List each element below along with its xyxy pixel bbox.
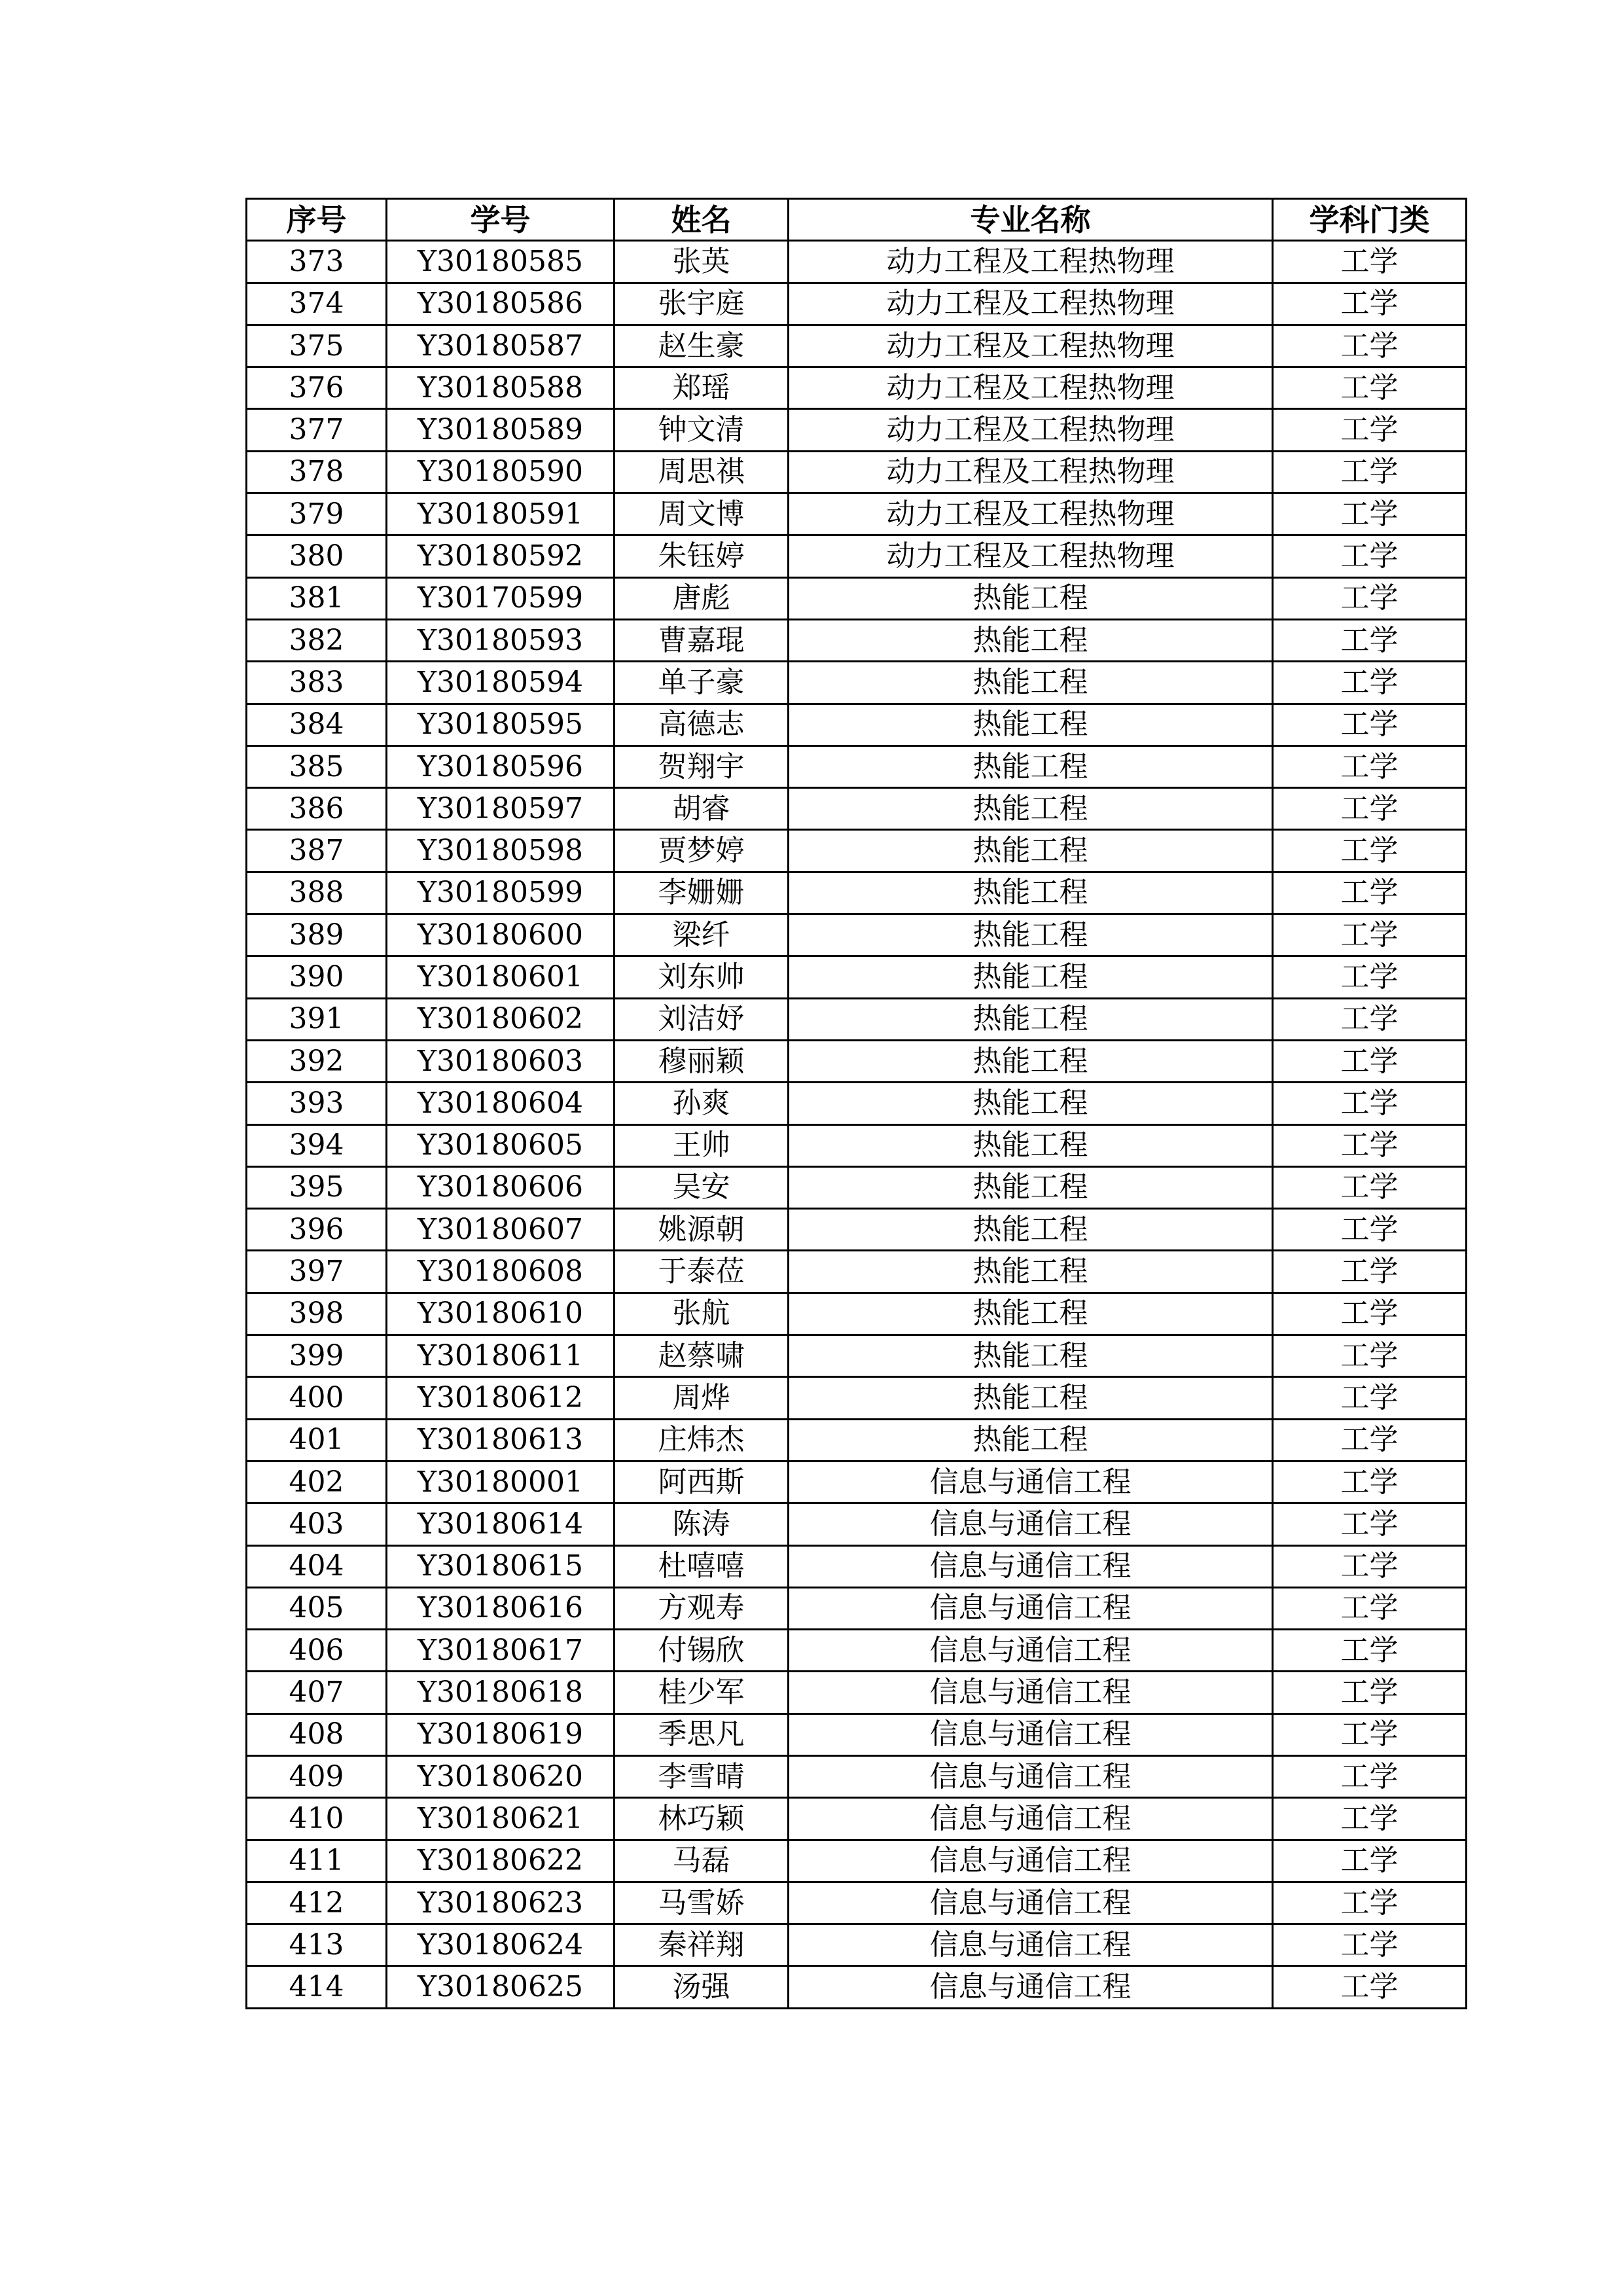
cell-name: 马磊 — [615, 1840, 789, 1882]
cell-major: 热能工程 — [789, 1124, 1273, 1166]
cell-discipline: 工学 — [1273, 535, 1467, 577]
cell-name: 赵蔡啸 — [615, 1335, 789, 1377]
cell-major: 信息与通信工程 — [789, 1840, 1273, 1882]
cell-major: 热能工程 — [789, 872, 1273, 914]
cell-major: 动力工程及工程热物理 — [789, 451, 1273, 493]
header-discipline: 学科门类 — [1273, 199, 1467, 241]
table-row — [247, 1503, 1467, 1545]
cell-student-id: Y30180595 — [387, 704, 615, 745]
cell-discipline: 工学 — [1273, 704, 1467, 745]
cell-discipline: 工学 — [1273, 1461, 1467, 1503]
cell-serial-number: 375 — [247, 325, 387, 367]
table-row — [247, 241, 1467, 283]
cell-student-id: Y30180588 — [387, 367, 615, 409]
cell-student-id: Y30170599 — [387, 577, 615, 619]
cell-discipline: 工学 — [1273, 1966, 1467, 2008]
table-row — [247, 1840, 1467, 1882]
header-serial-number: 序号 — [247, 199, 387, 241]
cell-student-id: Y30180601 — [387, 956, 615, 998]
cell-serial-number: 400 — [247, 1377, 387, 1419]
cell-serial-number: 399 — [247, 1335, 387, 1377]
cell-discipline: 工学 — [1273, 1713, 1467, 1755]
cell-discipline: 工学 — [1273, 493, 1467, 535]
cell-discipline: 工学 — [1273, 745, 1467, 787]
cell-major: 热能工程 — [789, 1335, 1273, 1377]
cell-student-id: Y30180585 — [387, 241, 615, 283]
table-header-row — [247, 199, 1467, 241]
table-row — [247, 914, 1467, 956]
cell-student-id: Y30180589 — [387, 409, 615, 451]
cell-student-id: Y30180622 — [387, 1840, 615, 1882]
cell-name: 杜嘻嘻 — [615, 1545, 789, 1587]
cell-serial-number: 407 — [247, 1672, 387, 1713]
cell-major: 热能工程 — [789, 704, 1273, 745]
cell-major: 信息与通信工程 — [789, 1461, 1273, 1503]
table-row — [247, 1798, 1467, 1840]
header-student-id: 学号 — [387, 199, 615, 241]
cell-discipline: 工学 — [1273, 1587, 1467, 1629]
cell-major: 热能工程 — [789, 1209, 1273, 1251]
cell-name: 阿西斯 — [615, 1461, 789, 1503]
cell-name: 林巧颖 — [615, 1798, 789, 1840]
cell-student-id: Y30180611 — [387, 1335, 615, 1377]
cell-serial-number: 406 — [247, 1630, 387, 1672]
cell-discipline: 工学 — [1273, 1672, 1467, 1713]
cell-name: 曹嘉琨 — [615, 619, 789, 661]
cell-student-id: Y30180602 — [387, 998, 615, 1040]
cell-student-id: Y30180618 — [387, 1672, 615, 1713]
cell-major: 信息与通信工程 — [789, 1798, 1273, 1840]
table-row — [247, 619, 1467, 661]
cell-discipline: 工学 — [1273, 1377, 1467, 1419]
cell-name: 陈涛 — [615, 1503, 789, 1545]
cell-student-id: Y30180605 — [387, 1124, 615, 1166]
cell-student-id: Y30180600 — [387, 914, 615, 956]
table-body — [247, 241, 1467, 2008]
cell-serial-number: 394 — [247, 1124, 387, 1166]
table-row — [247, 1713, 1467, 1755]
cell-major: 热能工程 — [789, 1040, 1273, 1082]
cell-name: 马雪娇 — [615, 1882, 789, 1924]
table-row — [247, 1966, 1467, 2008]
cell-major: 信息与通信工程 — [789, 1713, 1273, 1755]
cell-discipline: 工学 — [1273, 1209, 1467, 1251]
cell-discipline: 工学 — [1273, 409, 1467, 451]
cell-name: 刘东帅 — [615, 956, 789, 998]
cell-serial-number: 414 — [247, 1966, 387, 2008]
table-row — [247, 1209, 1467, 1251]
cell-serial-number: 392 — [247, 1040, 387, 1082]
cell-serial-number: 388 — [247, 872, 387, 914]
cell-discipline: 工学 — [1273, 451, 1467, 493]
cell-name: 季思凡 — [615, 1713, 789, 1755]
table-row — [247, 1882, 1467, 1924]
cell-serial-number: 411 — [247, 1840, 387, 1882]
table-row — [247, 1924, 1467, 1966]
cell-name: 孙爽 — [615, 1083, 789, 1124]
cell-major: 热能工程 — [789, 956, 1273, 998]
cell-discipline: 工学 — [1273, 1755, 1467, 1797]
cell-discipline: 工学 — [1273, 1251, 1467, 1293]
cell-student-id: Y30180592 — [387, 535, 615, 577]
table-row — [247, 367, 1467, 409]
cell-name: 张宇庭 — [615, 283, 789, 325]
cell-student-id: Y30180615 — [387, 1545, 615, 1587]
cell-major: 动力工程及工程热物理 — [789, 535, 1273, 577]
table-row — [247, 283, 1467, 325]
cell-student-id: Y30180617 — [387, 1630, 615, 1672]
cell-name: 单子豪 — [615, 662, 789, 704]
table-row — [247, 325, 1467, 367]
cell-name: 钟文清 — [615, 409, 789, 451]
cell-name: 付锡欣 — [615, 1630, 789, 1672]
cell-major: 动力工程及工程热物理 — [789, 241, 1273, 283]
cell-major: 热能工程 — [789, 1419, 1273, 1461]
cell-serial-number: 405 — [247, 1587, 387, 1629]
cell-major: 热能工程 — [789, 998, 1273, 1040]
cell-name: 胡睿 — [615, 788, 789, 830]
cell-major: 热能工程 — [789, 577, 1273, 619]
cell-discipline: 工学 — [1273, 1798, 1467, 1840]
cell-discipline: 工学 — [1273, 1083, 1467, 1124]
cell-major: 热能工程 — [789, 1083, 1273, 1124]
cell-major: 信息与通信工程 — [789, 1630, 1273, 1672]
cell-serial-number: 384 — [247, 704, 387, 745]
cell-serial-number: 381 — [247, 577, 387, 619]
cell-discipline: 工学 — [1273, 1503, 1467, 1545]
cell-serial-number: 391 — [247, 998, 387, 1040]
cell-name: 张航 — [615, 1293, 789, 1335]
cell-serial-number: 395 — [247, 1166, 387, 1208]
cell-name: 周思祺 — [615, 451, 789, 493]
cell-major: 信息与通信工程 — [789, 1503, 1273, 1545]
cell-major: 热能工程 — [789, 619, 1273, 661]
cell-serial-number: 401 — [247, 1419, 387, 1461]
cell-serial-number: 386 — [247, 788, 387, 830]
cell-discipline: 工学 — [1273, 1419, 1467, 1461]
cell-major: 信息与通信工程 — [789, 1587, 1273, 1629]
table-row — [247, 1587, 1467, 1629]
table-row — [247, 577, 1467, 619]
header-major: 专业名称 — [789, 199, 1273, 241]
cell-student-id: Y30180624 — [387, 1924, 615, 1966]
cell-major: 热能工程 — [789, 1166, 1273, 1208]
cell-serial-number: 382 — [247, 619, 387, 661]
table-row — [247, 745, 1467, 787]
cell-serial-number: 383 — [247, 662, 387, 704]
table-row — [247, 1166, 1467, 1208]
cell-major: 热能工程 — [789, 662, 1273, 704]
table-row — [247, 451, 1467, 493]
cell-discipline: 工学 — [1273, 619, 1467, 661]
cell-name: 秦祥翔 — [615, 1924, 789, 1966]
cell-serial-number: 376 — [247, 367, 387, 409]
cell-serial-number: 397 — [247, 1251, 387, 1293]
cell-name: 李姗姗 — [615, 872, 789, 914]
table-row — [247, 1335, 1467, 1377]
cell-discipline: 工学 — [1273, 830, 1467, 872]
cell-student-id: Y30180614 — [387, 1503, 615, 1545]
cell-serial-number: 408 — [247, 1713, 387, 1755]
cell-discipline: 工学 — [1273, 872, 1467, 914]
cell-major: 动力工程及工程热物理 — [789, 283, 1273, 325]
table-row — [247, 409, 1467, 451]
cell-discipline: 工学 — [1273, 1293, 1467, 1335]
cell-student-id: Y30180586 — [387, 283, 615, 325]
cell-discipline: 工学 — [1273, 1545, 1467, 1587]
cell-serial-number: 396 — [247, 1209, 387, 1251]
cell-major: 热能工程 — [789, 745, 1273, 787]
cell-discipline: 工学 — [1273, 1040, 1467, 1082]
cell-serial-number: 404 — [247, 1545, 387, 1587]
cell-student-id: Y30180621 — [387, 1798, 615, 1840]
cell-student-id: Y30180604 — [387, 1083, 615, 1124]
cell-serial-number: 379 — [247, 493, 387, 535]
table-row — [247, 956, 1467, 998]
cell-name: 唐彪 — [615, 577, 789, 619]
table-row — [247, 1293, 1467, 1335]
cell-student-id: Y30180590 — [387, 451, 615, 493]
cell-name: 朱钰婷 — [615, 535, 789, 577]
cell-major: 信息与通信工程 — [789, 1882, 1273, 1924]
table-row — [247, 872, 1467, 914]
cell-name: 王帅 — [615, 1124, 789, 1166]
table-row — [247, 1545, 1467, 1587]
cell-student-id: Y30180608 — [387, 1251, 615, 1293]
cell-serial-number: 412 — [247, 1882, 387, 1924]
cell-name: 方观寿 — [615, 1587, 789, 1629]
cell-student-id: Y30180603 — [387, 1040, 615, 1082]
table-row — [247, 704, 1467, 745]
cell-student-id: Y30180623 — [387, 1882, 615, 1924]
cell-student-id: Y30180591 — [387, 493, 615, 535]
table-row — [247, 1377, 1467, 1419]
cell-name: 高德志 — [615, 704, 789, 745]
cell-name: 穆丽颖 — [615, 1040, 789, 1082]
table-row — [247, 998, 1467, 1040]
cell-name: 桂少军 — [615, 1672, 789, 1713]
table-row — [247, 1755, 1467, 1797]
cell-discipline: 工学 — [1273, 1124, 1467, 1166]
cell-major: 信息与通信工程 — [789, 1755, 1273, 1797]
cell-student-id: Y30180599 — [387, 872, 615, 914]
cell-discipline: 工学 — [1273, 1840, 1467, 1882]
table-row — [247, 493, 1467, 535]
cell-discipline: 工学 — [1273, 662, 1467, 704]
cell-serial-number: 380 — [247, 535, 387, 577]
cell-student-id: Y30180620 — [387, 1755, 615, 1797]
cell-name: 庄炜杰 — [615, 1419, 789, 1461]
cell-major: 热能工程 — [789, 1293, 1273, 1335]
cell-name: 梁纤 — [615, 914, 789, 956]
cell-discipline: 工学 — [1273, 788, 1467, 830]
student-roster-table — [245, 198, 1467, 2009]
table-row — [247, 1419, 1467, 1461]
table-row — [247, 1124, 1467, 1166]
cell-student-id: Y30180607 — [387, 1209, 615, 1251]
cell-discipline: 工学 — [1273, 283, 1467, 325]
cell-serial-number: 410 — [247, 1798, 387, 1840]
cell-major: 动力工程及工程热物理 — [789, 409, 1273, 451]
cell-name: 贺翔宇 — [615, 745, 789, 787]
cell-discipline: 工学 — [1273, 1882, 1467, 1924]
cell-discipline: 工学 — [1273, 1166, 1467, 1208]
cell-student-id: Y30180616 — [387, 1587, 615, 1629]
cell-name: 贾梦婷 — [615, 830, 789, 872]
cell-discipline: 工学 — [1273, 325, 1467, 367]
cell-serial-number: 413 — [247, 1924, 387, 1966]
cell-discipline: 工学 — [1273, 998, 1467, 1040]
cell-major: 信息与通信工程 — [789, 1924, 1273, 1966]
cell-student-id: Y30180596 — [387, 745, 615, 787]
cell-serial-number: 403 — [247, 1503, 387, 1545]
cell-name: 周烨 — [615, 1377, 789, 1419]
cell-discipline: 工学 — [1273, 956, 1467, 998]
cell-name: 吴安 — [615, 1166, 789, 1208]
cell-major: 信息与通信工程 — [789, 1966, 1273, 2008]
cell-student-id: Y30180619 — [387, 1713, 615, 1755]
cell-major: 热能工程 — [789, 1251, 1273, 1293]
cell-major: 热能工程 — [789, 914, 1273, 956]
cell-serial-number: 373 — [247, 241, 387, 283]
cell-discipline: 工学 — [1273, 1335, 1467, 1377]
cell-major: 热能工程 — [789, 1377, 1273, 1419]
cell-name: 刘洁妤 — [615, 998, 789, 1040]
cell-name: 赵生豪 — [615, 325, 789, 367]
cell-student-id: Y30180001 — [387, 1461, 615, 1503]
cell-name: 周文博 — [615, 493, 789, 535]
cell-serial-number: 377 — [247, 409, 387, 451]
table-row — [247, 1083, 1467, 1124]
table-row — [247, 788, 1467, 830]
cell-serial-number: 385 — [247, 745, 387, 787]
cell-major: 热能工程 — [789, 788, 1273, 830]
cell-student-id: Y30180610 — [387, 1293, 615, 1335]
cell-serial-number: 378 — [247, 451, 387, 493]
cell-serial-number: 409 — [247, 1755, 387, 1797]
cell-discipline: 工学 — [1273, 577, 1467, 619]
cell-major: 动力工程及工程热物理 — [789, 367, 1273, 409]
cell-serial-number: 389 — [247, 914, 387, 956]
cell-student-id: Y30180613 — [387, 1419, 615, 1461]
cell-student-id: Y30180593 — [387, 619, 615, 661]
cell-major: 动力工程及工程热物理 — [789, 493, 1273, 535]
header-name: 姓名 — [615, 199, 789, 241]
table-row — [247, 1251, 1467, 1293]
table-row — [247, 1040, 1467, 1082]
cell-major: 信息与通信工程 — [789, 1545, 1273, 1587]
table-row — [247, 535, 1467, 577]
cell-serial-number: 374 — [247, 283, 387, 325]
table-row — [247, 1672, 1467, 1713]
cell-student-id: Y30180598 — [387, 830, 615, 872]
cell-student-id: Y30180597 — [387, 788, 615, 830]
cell-discipline: 工学 — [1273, 1924, 1467, 1966]
cell-discipline: 工学 — [1273, 1630, 1467, 1672]
cell-name: 李雪晴 — [615, 1755, 789, 1797]
cell-discipline: 工学 — [1273, 914, 1467, 956]
cell-name: 郑瑶 — [615, 367, 789, 409]
cell-major: 动力工程及工程热物理 — [789, 325, 1273, 367]
cell-major: 热能工程 — [789, 830, 1273, 872]
cell-student-id: Y30180606 — [387, 1166, 615, 1208]
table-row — [247, 662, 1467, 704]
cell-student-id: Y30180594 — [387, 662, 615, 704]
cell-name: 汤强 — [615, 1966, 789, 2008]
cell-discipline: 工学 — [1273, 241, 1467, 283]
cell-serial-number: 390 — [247, 956, 387, 998]
table-row — [247, 1630, 1467, 1672]
table-row — [247, 1461, 1467, 1503]
cell-name: 姚源朝 — [615, 1209, 789, 1251]
cell-name: 张英 — [615, 241, 789, 283]
cell-serial-number: 398 — [247, 1293, 387, 1335]
cell-serial-number: 387 — [247, 830, 387, 872]
cell-major: 信息与通信工程 — [789, 1672, 1273, 1713]
table-row — [247, 830, 1467, 872]
cell-name: 于泰莅 — [615, 1251, 789, 1293]
cell-serial-number: 402 — [247, 1461, 387, 1503]
cell-serial-number: 393 — [247, 1083, 387, 1124]
cell-discipline: 工学 — [1273, 367, 1467, 409]
cell-student-id: Y30180587 — [387, 325, 615, 367]
cell-student-id: Y30180612 — [387, 1377, 615, 1419]
cell-student-id: Y30180625 — [387, 1966, 615, 2008]
